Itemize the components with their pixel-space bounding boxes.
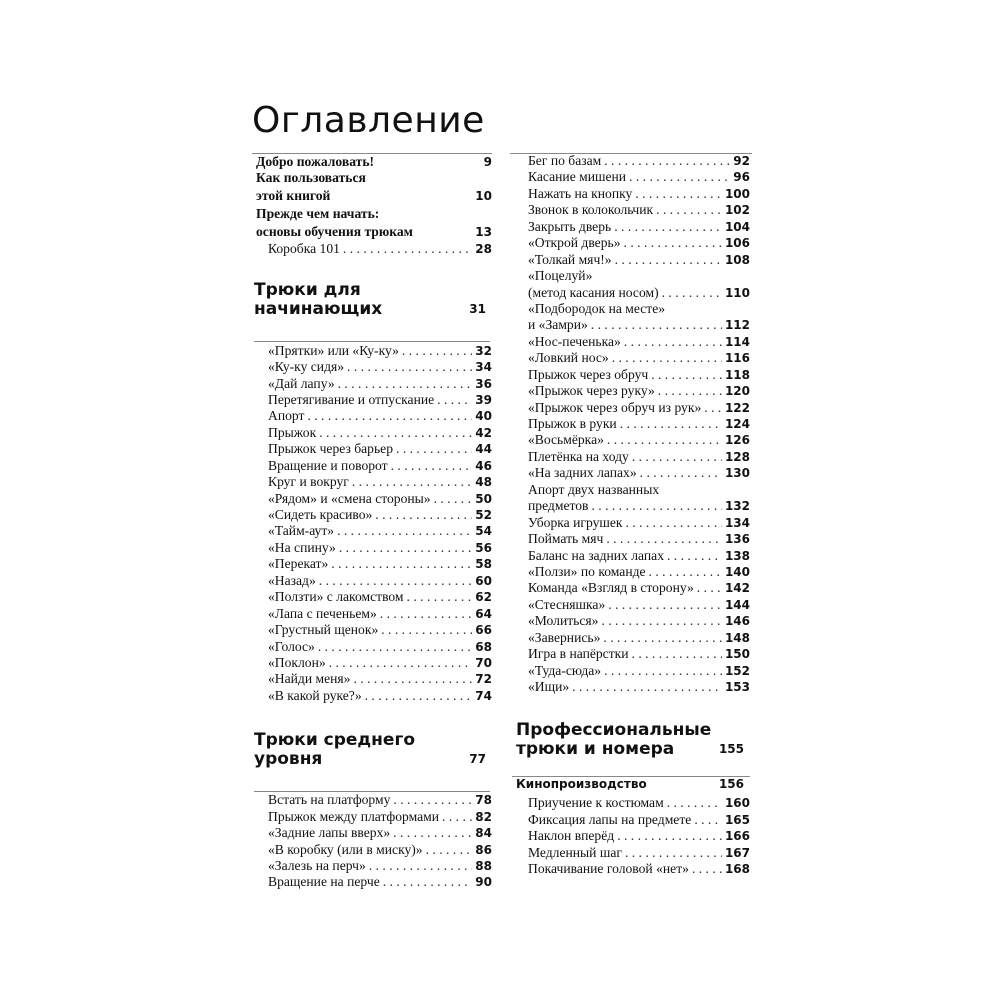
toc-entry[interactable] bbox=[512, 564, 750, 580]
toc-entry-page: 152 bbox=[724, 663, 750, 678]
toc-entry-page: 34 bbox=[475, 360, 492, 375]
toc-entry[interactable] bbox=[254, 809, 492, 825]
toc-entry[interactable] bbox=[512, 548, 750, 564]
toc-entry-page: 90 bbox=[475, 875, 492, 890]
toc-entry[interactable] bbox=[512, 679, 750, 695]
dot-leader bbox=[651, 367, 722, 383]
toc-entry-page: 110 bbox=[724, 285, 750, 300]
toc-entry[interactable] bbox=[254, 376, 492, 392]
toc-entry[interactable] bbox=[512, 613, 750, 629]
right-list bbox=[512, 153, 750, 695]
toc-entry-title: Апорт bbox=[268, 408, 305, 424]
toc-entry[interactable] bbox=[512, 285, 750, 301]
toc-entry-title: «Залезь на перч» bbox=[268, 858, 366, 873]
toc-entry-page: 56 bbox=[475, 540, 492, 555]
toc-entry-page: 168 bbox=[724, 862, 750, 877]
dot-leader bbox=[658, 383, 722, 399]
toc-entry-title: «Стесняшка» bbox=[528, 596, 606, 612]
toc-entry[interactable] bbox=[254, 441, 492, 457]
toc-entry[interactable] bbox=[254, 491, 492, 507]
page-title: Оглавление bbox=[252, 100, 485, 141]
toc-entry-page: 40 bbox=[475, 409, 492, 424]
toc-entry-title: «Дай лапу» bbox=[268, 375, 335, 391]
toc-entry-page: 153 bbox=[724, 680, 750, 694]
toc-entry-page: 128 bbox=[724, 449, 750, 464]
dot-leader bbox=[692, 861, 722, 877]
dot-leader bbox=[625, 515, 721, 531]
toc-entry-page: 114 bbox=[724, 334, 750, 349]
toc-entry[interactable] bbox=[512, 400, 750, 416]
toc-entry-title: Уборка игрушек bbox=[528, 514, 623, 530]
toc-entry[interactable] bbox=[254, 408, 492, 424]
toc-entry-page: 74 bbox=[475, 688, 492, 703]
toc-entry[interactable] bbox=[512, 580, 750, 596]
dot-leader bbox=[393, 825, 472, 841]
dot-leader bbox=[426, 842, 473, 858]
toc-entry-title: Фиксация лапы на предмете bbox=[528, 811, 692, 827]
toc-entry-page: 42 bbox=[475, 425, 492, 440]
toc-entry-title: «Найди меня» bbox=[268, 671, 351, 687]
dot-leader bbox=[329, 655, 473, 671]
toc-entry-title: «Открой дверь» bbox=[528, 235, 621, 251]
toc-entry-page: 122 bbox=[724, 400, 750, 415]
toc-entry-page: 32 bbox=[475, 343, 492, 358]
toc-entry-page: 140 bbox=[724, 564, 750, 579]
toc-entry-page: 148 bbox=[724, 630, 750, 645]
dot-leader bbox=[337, 523, 472, 539]
toc-entry-title: «В коробку (или в миску)» bbox=[268, 841, 423, 857]
toc-entry-title: Приучение к костюмам bbox=[528, 795, 664, 811]
toc-entry-title: предметов bbox=[528, 498, 589, 514]
toc-entry-page: 48 bbox=[475, 475, 492, 490]
subsection-page: 156 bbox=[718, 777, 744, 792]
toc-entry[interactable] bbox=[512, 334, 750, 350]
toc-entry[interactable] bbox=[512, 465, 750, 481]
toc-entry-page: 118 bbox=[724, 367, 750, 382]
dot-leader bbox=[604, 663, 722, 679]
toc-entry-page: 124 bbox=[724, 417, 750, 431]
toc-entry-title: Прыжок через барьер bbox=[268, 441, 394, 457]
toc-entry[interactable] bbox=[512, 383, 750, 399]
toc-entry-title: «Ку-ку сидя» bbox=[268, 359, 345, 375]
toc-entry-page: 82 bbox=[475, 809, 492, 824]
toc-entry[interactable] bbox=[512, 416, 750, 432]
section-heading-intermediate[interactable] bbox=[254, 731, 492, 769]
toc-entry-page: 92 bbox=[733, 154, 750, 168]
dot-leader bbox=[352, 474, 472, 490]
dot-leader bbox=[375, 507, 472, 523]
toc-entry[interactable] bbox=[254, 359, 492, 375]
toc-entry-title: (метод касания носом) bbox=[528, 284, 659, 300]
toc-entry[interactable] bbox=[254, 540, 492, 556]
toc-entry-page: 62 bbox=[475, 590, 492, 605]
section-heading-beginners-line2: начинающих bbox=[254, 298, 383, 319]
dot-leader bbox=[632, 449, 722, 465]
dot-leader bbox=[437, 392, 472, 408]
toc-entry-title: Перетягивание и отпускание bbox=[268, 391, 435, 407]
dot-leader bbox=[442, 809, 472, 825]
toc-entry[interactable] bbox=[512, 350, 750, 366]
section-heading-beginners[interactable] bbox=[254, 281, 492, 319]
toc-entry-page: 142 bbox=[724, 581, 750, 596]
toc-entry-page: 70 bbox=[475, 655, 492, 670]
toc-entry-before-start-line1[interactable]: Прежде чем начать: bbox=[256, 205, 380, 221]
toc-entry-title: «Толкай мяч!» bbox=[528, 251, 612, 267]
toc-entry-title: «Ползи» по команде bbox=[528, 563, 646, 579]
toc-entry-title: Прыжок в руки bbox=[528, 416, 617, 431]
dot-leader bbox=[380, 606, 473, 622]
toc-entry-title: «Прыжок через обруч из рук» bbox=[528, 399, 702, 415]
dot-leader bbox=[318, 639, 472, 655]
section-page-intermediate: 77 bbox=[469, 752, 486, 767]
section-page-beginners: 31 bbox=[469, 301, 486, 316]
toc-entry-page: 84 bbox=[475, 826, 492, 841]
toc-entry-title: Баланс на задних лапах bbox=[528, 547, 664, 563]
toc-entry[interactable] bbox=[512, 795, 750, 811]
toc-entry[interactable] bbox=[512, 202, 750, 218]
toc-entry-page: 72 bbox=[475, 672, 492, 687]
toc-entry-title: Поймать мяч bbox=[528, 531, 604, 547]
dot-leader bbox=[572, 679, 722, 695]
dot-leader bbox=[614, 219, 722, 235]
toc-entry[interactable] bbox=[254, 425, 492, 441]
toc-entry-title: Нажать на кнопку bbox=[528, 185, 633, 201]
toc-entry-page: 36 bbox=[475, 376, 492, 391]
dot-leader bbox=[624, 235, 722, 251]
toc-entry[interactable] bbox=[254, 858, 492, 874]
dot-leader bbox=[396, 441, 472, 457]
toc-entry-title: «Завернись» bbox=[528, 629, 601, 645]
toc-entry-page: 86 bbox=[475, 842, 492, 857]
dot-leader bbox=[606, 531, 722, 547]
dot-leader bbox=[612, 350, 722, 366]
dot-leader bbox=[704, 400, 722, 416]
toc-entry-page: 100 bbox=[724, 186, 750, 201]
professional-list bbox=[512, 795, 750, 877]
dot-leader bbox=[353, 671, 472, 687]
toc-entry-title: «На задних лапах» bbox=[528, 465, 637, 481]
toc-entry[interactable] bbox=[512, 432, 750, 448]
toc-entry-title: «Грустный щенок» bbox=[268, 622, 379, 638]
toc-entry-page: 58 bbox=[475, 557, 492, 572]
toc-entry[interactable] bbox=[254, 639, 492, 655]
toc-column-left bbox=[254, 153, 492, 891]
dot-leader bbox=[607, 432, 722, 448]
dot-leader bbox=[640, 465, 722, 481]
toc-entry[interactable] bbox=[512, 531, 750, 547]
toc-entry-title: «На спину» bbox=[268, 539, 336, 555]
toc-entry[interactable] bbox=[512, 597, 750, 613]
toc-entry-before-start-line2[interactable]: основы обучения трюкам 13 bbox=[256, 223, 492, 239]
section-heading-intermediate-line1: Трюки среднего bbox=[254, 730, 416, 751]
toc-entry[interactable] bbox=[254, 671, 492, 687]
toc-entry-title: Команда «Взгляд в сторону» bbox=[528, 580, 694, 596]
dot-leader bbox=[591, 317, 722, 333]
toc-entry-title: «Назад» bbox=[268, 572, 316, 588]
toc-entry-page: 126 bbox=[724, 433, 750, 448]
toc-entry-page: 39 bbox=[475, 392, 492, 407]
toc-entry-title: Закрыть дверь bbox=[528, 218, 612, 234]
toc-entry[interactable] bbox=[254, 392, 492, 408]
toc-entry-title: «Задние лапы вверх» bbox=[268, 825, 391, 841]
toc-entry[interactable] bbox=[254, 606, 492, 622]
toc-entry-page: 108 bbox=[724, 252, 750, 267]
toc-entry-title: «В какой руке?» bbox=[268, 687, 362, 703]
dot-leader bbox=[347, 359, 472, 375]
toc-entry[interactable] bbox=[512, 169, 750, 185]
dot-leader bbox=[694, 812, 722, 828]
dot-leader bbox=[369, 858, 472, 874]
toc-entry[interactable] bbox=[254, 622, 492, 638]
toc-entry-page: 52 bbox=[475, 508, 492, 522]
toc-entry-title: «Лапа с печеньем» bbox=[268, 605, 377, 621]
subsection-title: Кинопроизводство bbox=[516, 777, 647, 792]
intermediate-list bbox=[254, 792, 492, 891]
toc-entry[interactable] bbox=[512, 367, 750, 383]
section-heading-beginners-line1: Трюки для bbox=[254, 279, 361, 300]
toc-entry-page: 96 bbox=[733, 170, 750, 185]
toc-entry-title: Прыжок bbox=[268, 424, 317, 440]
toc-entry-title: Прыжок через обруч bbox=[528, 366, 649, 382]
toc-entry-page: 78 bbox=[475, 793, 492, 808]
toc-entry-page: 102 bbox=[724, 203, 750, 218]
dot-leader bbox=[604, 153, 730, 169]
toc-entry[interactable] bbox=[512, 317, 750, 333]
toc-entry-title: «Молиться» bbox=[528, 613, 599, 629]
toc-entry-page: 104 bbox=[724, 219, 750, 234]
toc-entry-page: 68 bbox=[475, 639, 492, 654]
toc-entry-page: 66 bbox=[475, 623, 492, 638]
toc-entry-page: 54 bbox=[475, 524, 492, 539]
dot-leader bbox=[667, 795, 722, 811]
toc-entry[interactable] bbox=[512, 252, 750, 268]
dot-leader bbox=[319, 425, 472, 441]
toc-entry-title: Звонок в колокольчик bbox=[528, 202, 654, 218]
toc-entry-page: 165 bbox=[724, 812, 750, 827]
toc-entry-page: 132 bbox=[724, 499, 750, 514]
dot-leader bbox=[381, 622, 472, 638]
dot-leader bbox=[615, 252, 722, 268]
dot-leader bbox=[402, 343, 472, 359]
toc-entry-title: Игра в напёрстки bbox=[528, 646, 629, 662]
toc-entry-title: «Восьмёрка» bbox=[528, 432, 604, 448]
toc-entry[interactable] bbox=[254, 556, 492, 572]
toc-entry-page: 134 bbox=[724, 515, 750, 530]
toc-entry-how-to-use-line2[interactable]: этой книгой 10 bbox=[256, 188, 492, 204]
toc-entry-page: 116 bbox=[724, 351, 750, 366]
toc-entry-title: «Голос» bbox=[268, 638, 315, 654]
toc-entry-title: Прыжок между платформами bbox=[268, 808, 440, 824]
toc-entry-page: 136 bbox=[724, 532, 750, 547]
toc-entry-title: «Подбородок на месте» bbox=[528, 300, 666, 316]
toc-entry-title: «Прыжок через руку» bbox=[528, 383, 655, 399]
section-heading-professional[interactable] bbox=[512, 721, 750, 759]
toc-entry[interactable] bbox=[512, 153, 750, 169]
toc-entry-page: 44 bbox=[475, 442, 492, 457]
section-page-professional: 155 bbox=[718, 742, 744, 757]
toc-entry-page: 120 bbox=[724, 384, 750, 399]
dot-leader bbox=[617, 828, 722, 844]
toc-entry[interactable] bbox=[512, 828, 750, 844]
toc-entry[interactable] bbox=[254, 474, 492, 490]
dot-leader bbox=[624, 334, 722, 350]
toc-entry[interactable] bbox=[512, 861, 750, 877]
toc-entry-title: Вращение на перче bbox=[268, 874, 380, 890]
toc-entry-title: «Поклон» bbox=[268, 654, 326, 670]
subsection-heading-filmmaking[interactable] bbox=[512, 777, 750, 794]
dot-leader bbox=[608, 597, 722, 613]
toc-entry-page: 106 bbox=[724, 236, 750, 251]
toc-entry-title: «Нос-печенька» bbox=[528, 333, 621, 349]
toc-entry-how-to-use-line1[interactable]: Как пользоваться bbox=[256, 170, 366, 186]
toc-entry-page: 138 bbox=[724, 548, 750, 563]
dot-leader bbox=[319, 573, 473, 589]
toc-entry-title: Круг и вокруг bbox=[268, 474, 349, 490]
toc-entry[interactable] bbox=[254, 523, 492, 539]
toc-entry[interactable] bbox=[512, 630, 750, 646]
toc-entry-title: Вращение и поворот bbox=[268, 457, 388, 473]
toc-entry-title: Покачивание головой «нет» bbox=[528, 861, 689, 877]
dot-leader bbox=[603, 630, 722, 646]
dot-leader bbox=[393, 792, 472, 808]
dot-leader bbox=[338, 376, 473, 392]
dot-leader bbox=[656, 202, 722, 218]
toc-entry-page: 144 bbox=[724, 597, 750, 612]
dot-leader bbox=[649, 564, 722, 580]
toc-entry-page: 50 bbox=[475, 491, 492, 506]
toc-entry[interactable] bbox=[512, 498, 750, 514]
toc-entry-title: «Перекат» bbox=[268, 556, 329, 572]
toc-entry-welcome[interactable]: Добро пожаловать! 9 bbox=[256, 154, 492, 169]
toc-entry[interactable] bbox=[512, 186, 750, 202]
toc-entry-title: «Рядом» и «смена стороны» bbox=[268, 490, 431, 506]
toc-entry[interactable] bbox=[254, 343, 492, 359]
toc-entry-title: «Сидеть красиво» bbox=[268, 507, 373, 522]
toc-entry-title: «Ищи» bbox=[528, 679, 570, 694]
dot-leader bbox=[667, 548, 722, 564]
dot-leader bbox=[601, 613, 721, 629]
toc-entry-page: 160 bbox=[724, 796, 750, 811]
toc-entry[interactable] bbox=[512, 482, 750, 498]
toc-entry[interactable] bbox=[512, 449, 750, 465]
toc-entry-page: 146 bbox=[724, 614, 750, 629]
dot-leader bbox=[383, 874, 473, 890]
toc-entry-title: «Тайм-аут» bbox=[268, 523, 335, 539]
toc-entry-page: 150 bbox=[724, 647, 750, 662]
toc-entry[interactable] bbox=[254, 655, 492, 671]
toc-entry-page: 166 bbox=[724, 829, 750, 844]
section-heading-professional-line2: трюки и номера bbox=[516, 739, 675, 760]
dot-leader bbox=[365, 688, 473, 704]
toc-entry-title: Встать на платформу bbox=[268, 792, 391, 808]
toc-entry[interactable] bbox=[512, 235, 750, 251]
toc-entry-title: «Ловкий нос» bbox=[528, 350, 609, 366]
dot-leader bbox=[407, 589, 473, 605]
toc-entry[interactable] bbox=[254, 688, 492, 704]
toc-entry-title: Медленный шаг bbox=[528, 844, 622, 860]
toc-entry-title: Наклон вперёд bbox=[528, 828, 615, 844]
toc-entry-title: Апорт двух названных bbox=[528, 481, 660, 497]
dot-leader bbox=[635, 186, 722, 202]
toc-entry[interactable] bbox=[254, 792, 492, 808]
beginners-list bbox=[254, 343, 492, 705]
dot-leader bbox=[697, 580, 722, 596]
toc-entry-page: 60 bbox=[475, 573, 492, 588]
toc-entry[interactable] bbox=[512, 663, 750, 679]
toc-entry-box-101[interactable]: Коробка 101 . . . 28 bbox=[254, 241, 492, 257]
toc-entry[interactable] bbox=[254, 874, 492, 890]
toc-entry[interactable] bbox=[254, 825, 492, 841]
toc-entry-title: «Туда-сюда» bbox=[528, 662, 602, 678]
toc-entry-title: Бег по базам bbox=[528, 153, 602, 168]
toc-entry[interactable] bbox=[512, 515, 750, 531]
dot-leader bbox=[620, 416, 722, 432]
toc-entry-title: «Ползти» с лакомством bbox=[268, 589, 404, 605]
section-heading-intermediate-line2: уровня bbox=[254, 749, 323, 770]
toc-entry[interactable] bbox=[512, 812, 750, 828]
toc-entry[interactable] bbox=[254, 458, 492, 474]
dot-leader bbox=[632, 646, 722, 662]
toc-entry[interactable] bbox=[512, 646, 750, 662]
toc-entry[interactable] bbox=[254, 573, 492, 589]
toc-entry[interactable] bbox=[512, 268, 750, 284]
toc-entry-page: 46 bbox=[475, 458, 492, 473]
toc-entry-title: и «Замри» bbox=[528, 317, 588, 333]
toc-entry-page: 64 bbox=[475, 606, 492, 621]
dot-leader bbox=[391, 458, 473, 474]
toc-entry-title: Касание мишени bbox=[528, 169, 627, 185]
dot-leader bbox=[662, 285, 722, 301]
toc-entry-title: Плетёнка на ходу bbox=[528, 448, 629, 464]
toc-entry-page: 112 bbox=[724, 318, 750, 333]
toc-entry-title: «Прятки» или «Ку-ку» bbox=[268, 342, 399, 358]
dot-leader bbox=[434, 491, 473, 507]
dot-leader bbox=[629, 169, 730, 185]
toc-entry[interactable] bbox=[512, 219, 750, 235]
toc-entry[interactable] bbox=[512, 845, 750, 861]
toc-entry[interactable] bbox=[254, 589, 492, 605]
dot-leader bbox=[339, 540, 472, 556]
dot-leader bbox=[625, 845, 722, 861]
toc-entry[interactable] bbox=[512, 301, 750, 317]
toc-column-right bbox=[512, 153, 750, 878]
dot-leader bbox=[591, 498, 721, 514]
toc-entry[interactable] bbox=[254, 842, 492, 858]
section-heading-professional-line1: Профессиональные bbox=[516, 720, 712, 741]
toc-entry-title: «Поцелуй» bbox=[528, 268, 593, 284]
toc-entry-page: 167 bbox=[724, 845, 750, 860]
dot-leader bbox=[307, 408, 472, 424]
toc-entry-page: 88 bbox=[475, 859, 492, 873]
toc-entry-page: 130 bbox=[724, 466, 750, 481]
dot-leader bbox=[331, 556, 472, 572]
toc-entry[interactable] bbox=[254, 507, 492, 523]
